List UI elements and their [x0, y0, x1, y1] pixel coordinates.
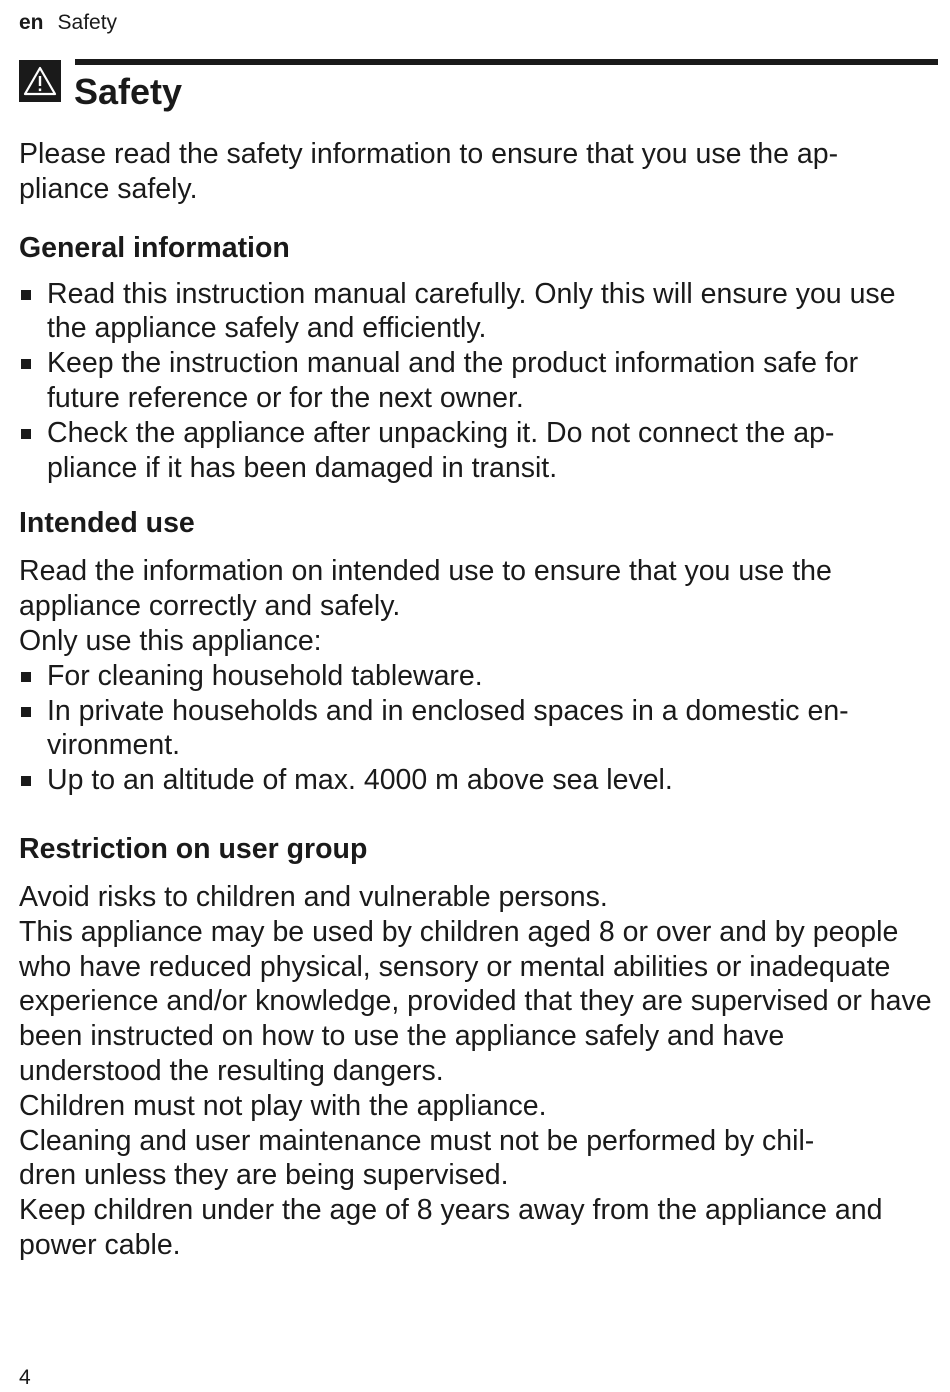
heading-intended-use: Intended use — [19, 507, 195, 540]
list-item-text: In private households and in enclosed spaces in a domestic en- vironment. — [47, 694, 849, 762]
section-rule — [75, 59, 938, 65]
page-number: 4 — [19, 1366, 31, 1389]
restriction-paragraph: Avoid risks to children and vulnerable persons. — [19, 880, 608, 913]
list-item — [19, 694, 932, 764]
list-item — [19, 763, 932, 798]
list-item-text: Up to an altitude of max. 4000 m above sea level. — [47, 764, 673, 797]
intended-use-lead: Only use this appliance: — [19, 624, 322, 657]
restriction-paragraph: Children must not play with the appliance. — [19, 1089, 547, 1122]
list-item — [19, 659, 932, 694]
bullet-icon — [21, 359, 31, 369]
running-header — [19, 10, 117, 36]
list-item — [19, 416, 932, 486]
bullet-icon — [21, 672, 31, 682]
list-item — [19, 277, 932, 347]
restriction-paragraph: Cleaning and user maintenance must not be performed by chil- dren unless they are being supervised. — [19, 1124, 815, 1192]
list-item-text: For cleaning household tableware. — [47, 659, 483, 692]
intended-use-intro: Read the information on intended use to ensure that you use the appliance correctly and safely. — [19, 555, 832, 623]
language-code: en — [19, 11, 44, 34]
header-section: Safety — [57, 11, 118, 34]
intro-paragraph: Please read the safety information to ensure that you use the ap- pliance safely. — [19, 138, 839, 205]
bullet-icon — [21, 290, 31, 300]
list-item-text: Read this instruction manual carefully. Only this will ensure you use the appliance safely and efficiently. — [47, 277, 896, 345]
document-body — [19, 137, 932, 1263]
warning-icon — [19, 60, 61, 102]
list-item — [19, 346, 932, 416]
general-information-list — [19, 277, 932, 486]
page-title: Safety — [74, 71, 183, 112]
bullet-icon — [21, 707, 31, 717]
bullet-icon — [21, 429, 31, 439]
bullet-icon — [21, 776, 31, 786]
restriction-paragraph: Keep children under the age of 8 years away from the appliance and power cable. — [19, 1194, 883, 1261]
heading-restriction-on-user-group: Restriction on user group — [19, 832, 368, 865]
heading-general-information: General information — [19, 231, 290, 264]
intended-use-list — [19, 659, 932, 798]
list-item-text: Check the appliance after unpacking it. Do not connect the ap- pliance if it has been damaged in transit. — [47, 416, 835, 484]
restriction-paragraph: This appliance may be used by children aged 8 or over and by people who have reduced physical, sensory or mental abilities or inadequate experience and/or knowledge, provided that they are supervised or have been instructed on how to use the appliance safely and have understood the resulting dangers. — [19, 915, 932, 1087]
list-item-text: Keep the instruction manual and the product information safe for future reference or for the next owner. — [47, 347, 859, 414]
